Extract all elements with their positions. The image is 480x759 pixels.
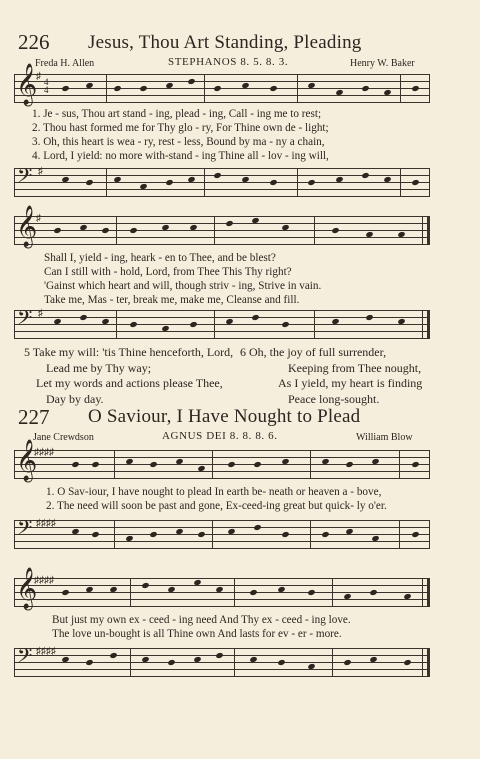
staff-treble-227-1 <box>14 440 430 481</box>
lyric-line: Take me, Mas - ter, break me, make me, Cleanse and fill. <box>44 294 300 306</box>
verse-line: Day by day. <box>46 391 104 406</box>
key-signature-icon: ♯♯♯♯ <box>34 447 54 458</box>
bass-clef-icon: 𝄢 <box>17 516 33 544</box>
key-signature-icon: ♯ <box>38 166 43 177</box>
hymn-number-226: 226 <box>18 30 50 54</box>
verse-line: 6 Oh, the joy of full surrender, <box>240 345 387 359</box>
staff-treble-227-2 <box>14 568 430 609</box>
lyric-line: 3. Oh, this heart is wea - ry, rest - less, Bound by ma - ny a chain, <box>32 136 325 148</box>
staff-bass-227-2 <box>14 644 430 676</box>
lyric-line: The love un-bought is all Thine own And lasts for ev - er - more. <box>52 628 342 640</box>
lyric-line: 2. The need will soon be past and gone, Ex-ceed-ing great but quick- ly o'er. <box>46 500 387 512</box>
lyric-line: But just my own ex - ceed - ing need And Thy ex - ceed - ing love. <box>52 614 351 626</box>
key-signature-icon: ♯ <box>36 213 41 224</box>
staff-treble-226-2 <box>14 206 430 247</box>
verse-line: 5 Take my will: 'tis Thine henceforth, Lord, <box>24 345 234 359</box>
key-signature-icon: ♯ <box>36 71 41 82</box>
author-226: Henry W. Baker <box>350 58 415 69</box>
lyric-line: 2. Thou hast formed me for Thy glo - ry, For Thine own de - light; <box>32 122 329 134</box>
verse-line: As I yield, my heart is finding <box>278 376 423 390</box>
bass-clef-icon: 𝄢 <box>17 306 33 334</box>
composer-227: Jane Crewdson <box>33 432 94 443</box>
staff-bass-226-1 <box>14 164 430 196</box>
bass-clef-icon: 𝄢 <box>17 164 33 192</box>
bass-clef-icon: 𝄢 <box>17 644 33 672</box>
time-signature-icon: 4 4 <box>44 77 49 95</box>
lyric-line: 'Gainst which heart and will, though striv - ing, Strive in vain. <box>44 280 322 292</box>
key-signature-icon: ♯♯♯♯ <box>34 575 54 586</box>
key-signature-icon: ♯♯♯♯ <box>36 646 56 657</box>
composer-226: Freda H. Allen <box>35 58 95 69</box>
treble-clef-icon: 𝄞 <box>16 568 38 609</box>
lyric-line: Shall I, yield - ing, heark - en to Thee, and be blest? <box>44 252 276 264</box>
staff-bass-227-1 <box>14 516 430 548</box>
verse-line: Peace long-sought. <box>288 391 380 406</box>
staff-treble-226-1 <box>14 64 430 105</box>
staff-bass-226-2 <box>14 306 430 338</box>
verse-line: Keeping from Thee nought, <box>288 360 422 375</box>
tune-name-226: STEPHANOS 8. 5. 8. 3. <box>168 56 289 68</box>
verse-line: Let my words and actions please Thee, <box>36 376 223 390</box>
lyric-line: 4. Lord, I yield: no more with-stand - ing Thine all - lov - ing will, <box>32 150 329 162</box>
hymn-title-227: O Saviour, I Have Nought to Plead <box>88 406 361 427</box>
lyric-line: 1. Je - sus, Thou art stand - ing, plead - ing, Call - ing me to rest; <box>32 108 322 120</box>
hymn-title-226: Jesus, Thou Art Standing, Pleading <box>88 32 362 53</box>
lyric-line: Can I still with - hold, Lord, from Thee This Thy right? <box>44 266 292 278</box>
author-227: William Blow <box>356 432 413 443</box>
treble-clef-icon: 𝄞 <box>16 440 38 481</box>
treble-clef-icon: 𝄞 <box>16 206 38 247</box>
lyric-line: 1. O Sav-iour, I have nought to plead In earth be- neath or heaven a - bove, <box>46 486 382 498</box>
tune-name-227: AGNUS DEI 8. 8. 8. 6. <box>162 430 278 442</box>
key-signature-icon: ♯♯♯♯ <box>36 518 56 529</box>
key-signature-icon: ♯ <box>38 308 43 319</box>
verse-6 <box>240 345 422 407</box>
verse-line: Lead me by Thy way; <box>46 360 152 375</box>
verse-5 <box>24 345 233 407</box>
treble-clef-icon: 𝄞 <box>16 64 38 105</box>
hymn-number-227: 227 <box>18 405 50 429</box>
